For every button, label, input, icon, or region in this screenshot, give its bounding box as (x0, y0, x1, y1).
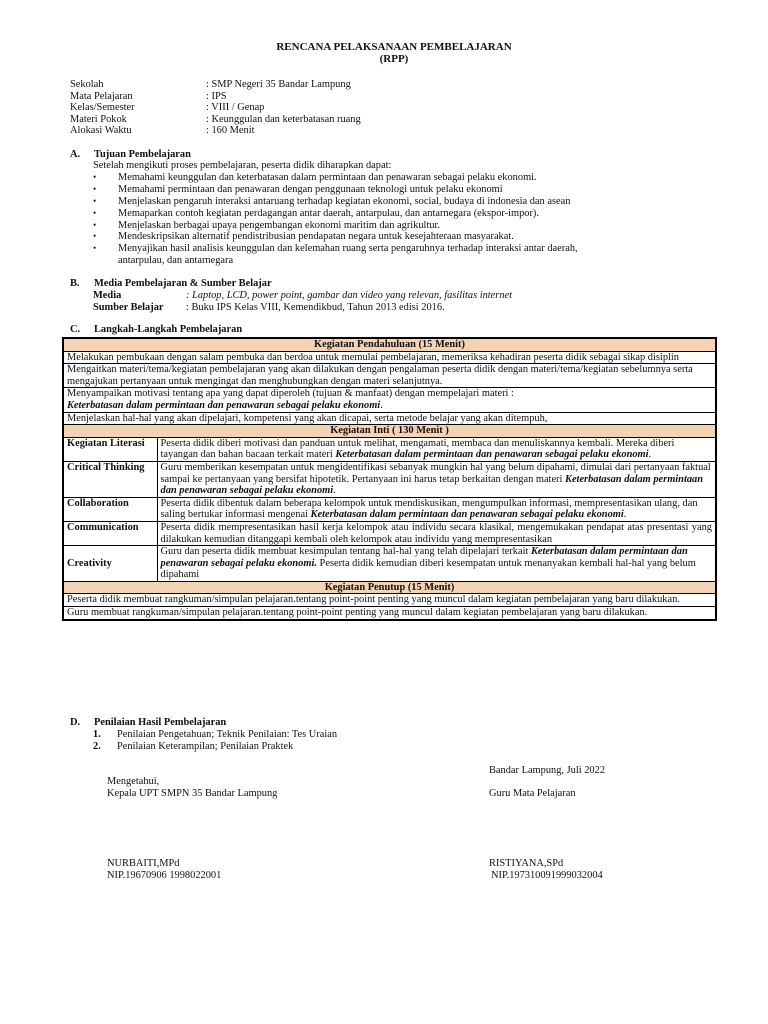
table-row (63, 461, 716, 497)
objective-text: Menyajikan hasil analisis keunggulan dan kelemahan ruang serta pengaruhnya terhadap interaksi antar daerah, (118, 243, 578, 254)
opening-step-text: Menyampaikan motivasi tentang apa yang dapat diperoleh (tujuan & manfaat) dengan mempelajari materi : (67, 388, 514, 400)
table-row (63, 338, 716, 351)
bullet-icon: • (93, 231, 97, 241)
table-row (63, 607, 716, 620)
objective-item (93, 231, 713, 243)
acknowledged-label: Mengetahui, (107, 776, 160, 787)
bullet-icon: • (93, 184, 97, 194)
section-d-heading (70, 717, 226, 729)
objective-text: Memaparkan contoh kegiatan perdagangan antar daerah, antarpulau, dan antarnegara (ekspor-impor). (118, 208, 539, 219)
bullet-icon: • (93, 208, 97, 218)
section-title: Penilaian Hasil Pembelajaran (94, 717, 227, 728)
identity-label: Mata Pelajaran (70, 91, 133, 102)
identity-value: : 160 Menit (206, 125, 255, 136)
identity-label: Alokasi Waktu (70, 125, 132, 136)
objective-text: Memahami keunggulan dan keterbatasan dalam permintaan dan penawaran sebagai pelaku ekonomi. (118, 172, 537, 183)
teacher-title: Guru Mata Pelajaran (489, 788, 576, 799)
objective-item (93, 196, 713, 208)
assessment-item (93, 729, 337, 741)
media-value: : Laptop, LCD, power point, gambar dan video yang relevan, fasilitas internet (186, 290, 513, 301)
bullet-icon: • (93, 220, 97, 230)
objective-item (93, 208, 713, 220)
identity-label: Kelas/Semester (70, 102, 135, 113)
table-row (63, 497, 716, 521)
table-row (63, 425, 716, 438)
phase-header-core: Kegiatan Inti ( 130 Menit ) (63, 425, 716, 438)
section-title: Tujuan Pembelajaran (94, 149, 191, 160)
opening-step: Menjelaskan hal-hal yang akan dipelajari, kompetensi yang akan dicapai, serta metode belajar yang akan ditempuh, (63, 412, 716, 425)
table-row (63, 351, 716, 364)
document-subtitle: (RPP) (379, 53, 409, 65)
objective-text: Mendeskripsikan alternatif pendistribusian pendapatan negara untuk kesejahteraan masyarakat. (118, 231, 514, 242)
learning-steps-table (62, 337, 717, 621)
identity-value: : Keunggulan dan keterbatasan ruang (206, 114, 361, 125)
opening-step: Melakukan pembukaan dengan salam pembuka dan berdoa untuk memulai pembelajaran, memeriksa kehadiran peserta didik sebagai sikap disiplin (63, 351, 716, 364)
teacher-nip: NIP.197310091999032004 (491, 870, 603, 881)
table-row (63, 412, 716, 425)
opening-step-emphasis: Keterbatasan dalam permintaan dan penawaran sebagai pelaku ekonomi (67, 399, 381, 411)
section-title: Langkah-Langkah Pembelajaran (94, 324, 243, 335)
skill-label: Kegiatan Literasi (63, 437, 157, 461)
objective-item (93, 243, 713, 255)
section-title: Media Pembelajaran & Sumber Belajar (94, 278, 272, 289)
bullet-icon: • (93, 172, 97, 182)
opening-step: Mengaitkan materi/tema/kegiatan pembelajaran yang akan dilakukan dengan pengalaman peserta didik dengan materi/tema/kegiatan sebelumnya serta mengajukan pertanyaan untuk mengingat dan menghubungkan dengan materi selanjutnya. (63, 364, 716, 388)
identity-label: Materi Pokok (70, 114, 127, 125)
principal-name: NURBAITI,MPd (107, 858, 180, 869)
assessment-number: 1. (93, 729, 101, 740)
document-title: RENCANA PELAKSANAAN PEMBELAJARAN (276, 41, 512, 53)
source-row (93, 302, 445, 314)
skill-label: Collaboration (63, 497, 157, 521)
section-letter: A. (70, 149, 81, 160)
identity-time (70, 125, 255, 137)
table-row (63, 581, 716, 594)
section-letter: B. (70, 278, 80, 289)
closing-step: Peserta didik membuat rangkuman/simpulan pelajaran.tentang point-point penting yang muncul dalam kegiatan pembelajaran yang baru dilakukan. (63, 594, 716, 607)
table-row (63, 388, 716, 412)
identity-value: : IPS (206, 91, 227, 102)
skill-label: Communication (63, 521, 157, 545)
table-row (63, 437, 716, 461)
identity-value: : SMP Negeri 35 Bandar Lampung (206, 79, 351, 90)
media-row (93, 290, 512, 302)
source-value: : Buku IPS Kelas VIII, Kemendikbud, Tahun 2013 edisi 2016. (186, 302, 445, 313)
objective-text: Menjelaskan berbagai upaya pengembangan ekonomi maritim dan agrikultur. (118, 220, 441, 231)
teacher-name: RISTIYANA,SPd (489, 858, 564, 869)
objective-item (93, 184, 713, 196)
section-b-heading (70, 278, 272, 290)
principal-title: Kepala UPT SMPN 35 Bandar Lampung (107, 788, 278, 799)
skill-activity: Peserta didik dibentuk dalam beberapa kelompok untuk mendiskusikan, mengumpulkan informasi, mempresentasikan ulang, dan saling bertukar informasi mengenai Keterbatasan dalam permintaan dan penawaran sebagai pelaku ekonomi. (157, 497, 716, 521)
skill-activity: Peserta didik mempresentasikan hasil kerja kelompok atau individu secara klasikal, mengemukakan pendapat atas presentasi yang dilakukan kemudian ditanggapi kembali oleh kelompok atau individu yang mempresentasikan (157, 521, 716, 545)
skill-label: Creativity (63, 546, 157, 582)
skill-activity: Guru dan peserta didik membuat kesimpulan tentang hal-hal yang telah dipelajari terkait Keterbatasan dalam permintaan dan penawaran sebagai pelaku ekonomi. Peserta didik kemudian diberi kesempatan untuk menanyakan kembali hal-hal yang belum dipahami (157, 546, 716, 582)
objective-item (93, 172, 713, 184)
table-row (63, 364, 716, 388)
objective-item-continued (93, 255, 713, 267)
bullet-icon: • (93, 243, 97, 253)
section-a-heading (70, 149, 191, 161)
opening-step-end: . (380, 399, 383, 411)
objective-item (93, 220, 713, 232)
opening-step (63, 388, 716, 412)
identity-class (70, 102, 264, 114)
phase-header-closing: Kegiatan Penutup (15 Menit) (63, 581, 716, 594)
skill-activity: Peserta didik diberi motivasi dan panduan untuk melihat, mengamati, membaca dan menuliskannya kembali. Mereka diberi tayangan dan bahan bacaan terkait materi Keterbatasan dalam permintaan dan penawaran sebagai pelaku ekonomi. (157, 437, 716, 461)
media-label: Media (93, 290, 122, 301)
source-label: Sumber Belajar (93, 302, 164, 313)
section-letter: D. (70, 717, 81, 728)
skill-activity: Guru memberikan kesempatan untuk mengidentifikasi sebanyak mungkin hal yang belum dipahami, dimulai dari pertanyaan faktual sampai ke pertanyaan yang bersifat hipotetik. Pertanyaan ini harus tetap berkaitan dengan materi Keterbatasan dalam permintaan dan penawaran sebagai pelaku ekonomi. (157, 461, 716, 497)
table-row (63, 546, 716, 582)
assessment-number: 2. (93, 741, 101, 752)
place-date: Bandar Lampung, Juli 2022 (489, 765, 606, 776)
identity-subject (70, 91, 227, 103)
section-a-intro: Setelah mengikuti proses pembelajaran, peserta didik diharapkan dapat: (93, 160, 392, 171)
table-row (63, 594, 716, 607)
principal-nip: NIP.19670906 1998022001 (107, 870, 222, 881)
identity-value: : VIII / Genap (206, 102, 265, 113)
objective-text: Menjelaskan pengaruh interaksi antaruang terhadap kegiatan ekonomi, social, budaya di indonesia dan asean (118, 196, 571, 207)
assessment-text: Penilaian Keterampilan; Penilaian Praktek (117, 741, 294, 752)
assessment-item (93, 741, 293, 753)
closing-step: Guru membuat rangkuman/simpulan pelajaran.tentang point-point penting yang muncul dalam kegiatan pembelajaran yang baru dilakukan. (63, 607, 716, 620)
bullet-icon: • (93, 196, 97, 206)
skill-label: Critical Thinking (63, 461, 157, 497)
section-c-heading (70, 324, 242, 336)
identity-school (70, 79, 351, 91)
table-row (63, 521, 716, 545)
identity-label: Sekolah (70, 79, 104, 90)
phase-header-opening: Kegiatan Pendahuluan (15 Menit) (63, 338, 716, 351)
objective-text: Memahami permintaan dan penawaran dengan penggunaan teknologi untuk pelaku ekonomi (118, 184, 503, 195)
section-letter: C. (70, 324, 81, 335)
objective-text: antarpulau, dan antarnegara (118, 255, 234, 266)
identity-topic (70, 114, 361, 126)
assessment-text: Penilaian Pengetahuan; Teknik Penilaian: Tes Uraian (117, 729, 338, 740)
